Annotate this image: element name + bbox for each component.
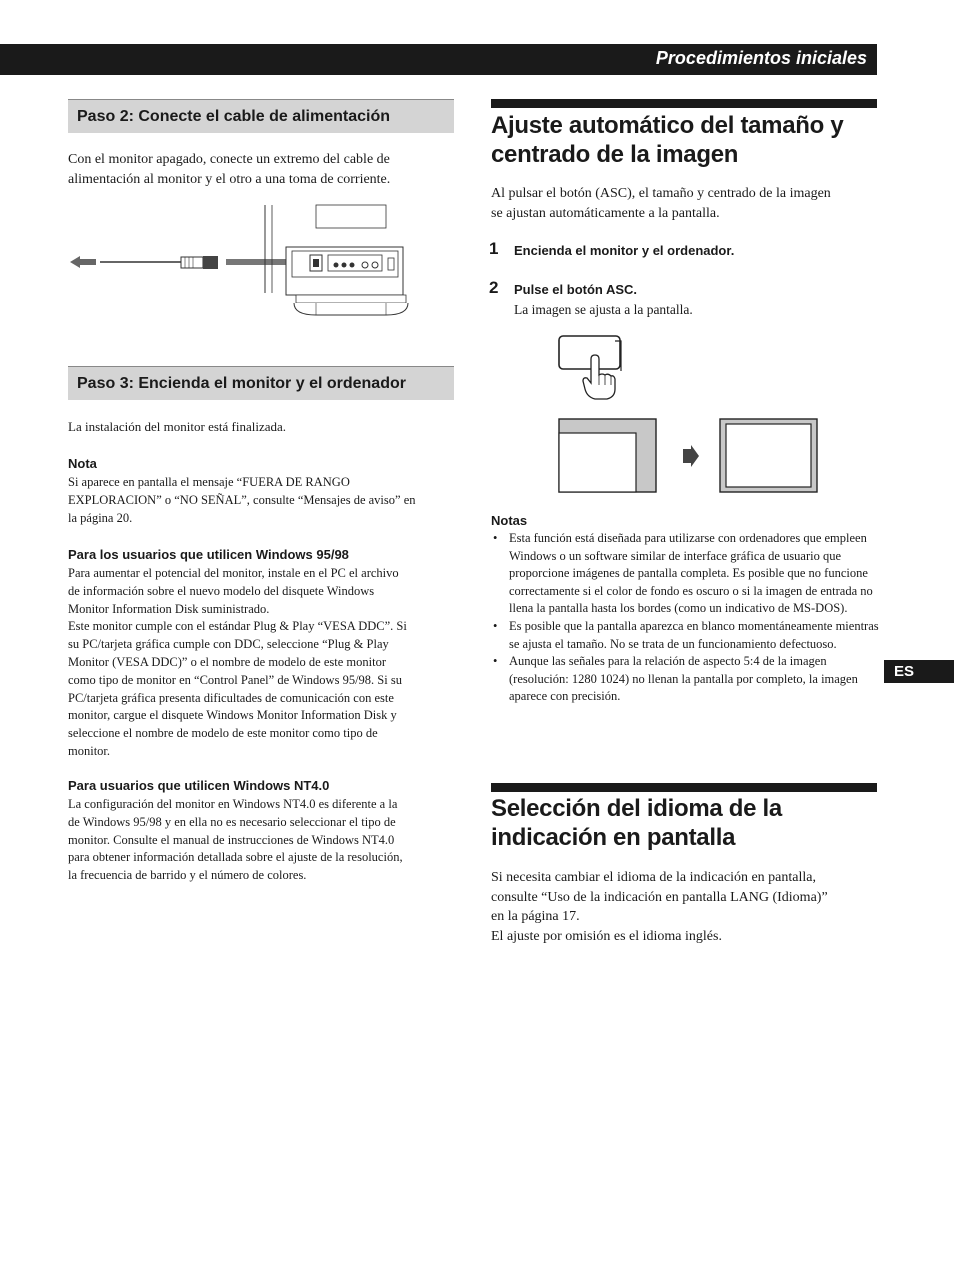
step2-heading: Paso 2: Conecte el cable de alimentación (68, 99, 454, 133)
winnt-title: Para usuarios que utilicen Windows NT4.0 (68, 778, 330, 793)
step-2-text: Pulse el botón ASC. (514, 282, 638, 297)
step-1-number: 1 (489, 239, 499, 258)
step-1-text: Encienda el monitor y el ordenador. (514, 243, 735, 258)
asc-intro: Al pulsar el botón (ASC), el tamaño y centrado de la imagen se ajustan automáticamente a la pantalla. (491, 186, 831, 221)
language-heading: Selección del idioma de la indicación en pantalla (491, 795, 782, 851)
section-divider (491, 783, 877, 792)
section-title: Procedimientos iniciales (655, 48, 867, 68)
arrow-right-icon (682, 445, 700, 467)
notes-list (491, 530, 881, 706)
section-divider (491, 99, 877, 108)
list-item: • Es posible que la pantalla aparezca en blanco momentáneamente mientras se ajusta el tamaño. No se trata de un funcionamiento defectuoso. (491, 618, 881, 653)
asc-heading: Ajuste automático del tamaño y centrado de la imagen (491, 112, 844, 168)
header-bar (0, 44, 877, 75)
win9598-title: Para los usuarios que utilicen Windows 95/98 (68, 547, 349, 562)
asc-button-press-illustration (555, 333, 627, 401)
step-2-subtext: La imagen se ajusta a la pantalla. (514, 302, 693, 317)
list-item: • Esta función está diseñada para utilizarse con ordenadores que empleen Windows o un software similar de interface gráfica de usuario que proporcione imágenes de pantalla completa. Es posible que no funcione correctamente si el color de fondo es oscuro o si la imagen de entrada no llena la pantalla hasta los bordes (como un indicativo de MS-DOS). (491, 530, 881, 618)
step2-body: Con el monitor apagado, conecte un extremo del cable de alimentación al monitor y el otro a una toma de corriente. (68, 152, 391, 187)
nota-title: Nota (68, 456, 97, 471)
nota-body: Si aparece en pantalla el mensaje “FUERA DE RANGO EXPLORACION” o “NO SEÑAL”, consulte “Mensajes de aviso” en la página 20. (68, 475, 416, 525)
screen-after-adjust-illustration (719, 418, 819, 494)
list-item: • Aunque las señales para la relación de aspecto 5:4 de la imagen (resolución: 1280 1024) no llenan la pantalla por completo, la imagen aparece con precisión. (491, 653, 881, 706)
screen-before-adjust-illustration (558, 418, 658, 494)
winnt-body: La configuración del monitor en Windows NT4.0 es diferente a la de Windows 95/98 y en ella no es necesario seleccionar el tipo de monitor. Consulte el manual de instrucciones de Windows NT4.0 para obtener información detallada sobre el ajuste de la resolución, la frecuencia de barrido y el número de colores. (68, 797, 403, 883)
power-cord-illustration (66, 203, 416, 320)
win9598-body: Para aumentar el potencial del monitor, instale en el PC el archivo de información sobre el nuevo modelo del disquete Windows Monitor Information Disk suministrado. Este monitor cumple con el estándar Plug & Play “VESA DDC”. Si su PC/tarjeta gráfica cumple con DDC, seleccione “Plug & Play Monitor (VESA DDC)” o el nombre de modelo de este monitor como tipo de monitor en “Control Panel” de Windows 95/98. Si su PC/tarjeta gráfica presenta dificultades de comunicación con este monitor, cargue el disquete Windows Monitor Information Disk y seleccione el nombre de modelo de este monitor como tipo de monitor. (68, 566, 407, 758)
language-body: Si necesita cambiar el idioma de la indicación en pantalla, consulte “Uso de la indicación en pantalla LANG (Idioma)” en la página 17. El ajuste por omisión es el idioma inglés. (491, 870, 828, 944)
notas-title: Notas (491, 513, 528, 528)
language-tab: ES (884, 660, 954, 683)
step3-heading: Paso 3: Encienda el monitor y el ordenador (68, 366, 454, 400)
step3-body: La instalación del monitor está finalizada. (68, 419, 287, 434)
step-2-number: 2 (489, 278, 499, 297)
